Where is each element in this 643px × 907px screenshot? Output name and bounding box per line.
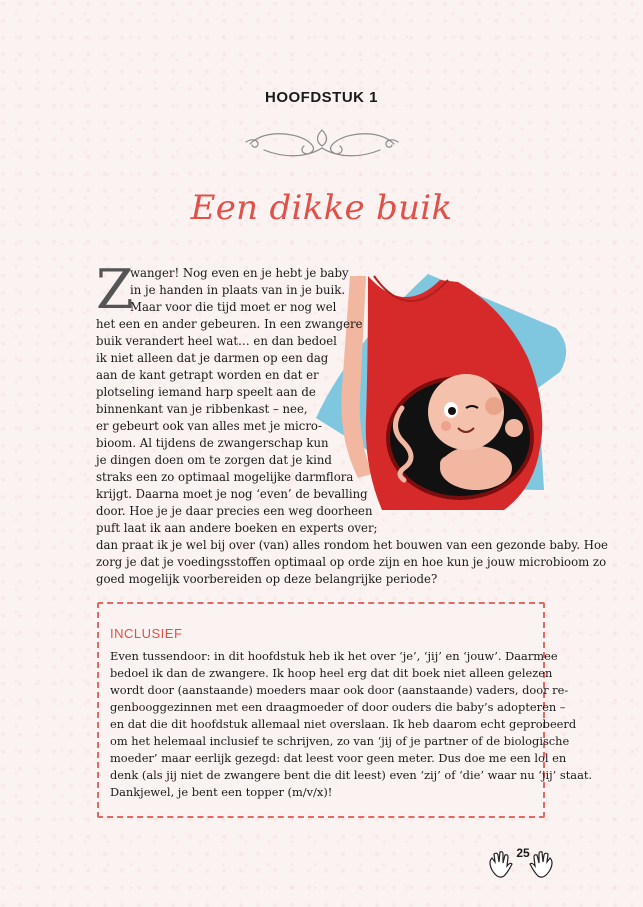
intro-line: het een en ander gebeuren. In een zwangere [96,317,363,331]
intro-line: binnenkant van je ribbenkast – nee, [96,402,308,416]
sidebar-line: en dat die dit hoofdstuk allemaal niet overslaan. Ik heb daarom echt geprobeerd [110,717,577,731]
sidebar-line: wordt door (aanstaande) moeders maar ook door (aanstaande) vaders, door re- [110,683,569,697]
intro-line: je dingen doen om te zorgen dat je kind [96,453,332,467]
sidebar-line: bedoel ik dan de zwangere. Ik hoop heel erg dat dit boek niet alleen gelezen [110,666,553,680]
intro-line: bioom. Al tijdens de zwangerschap kun [96,436,329,450]
intro-line: er gebeurt ook van alles met je micro- [96,419,322,433]
intro-line: in je handen in plaats van in je buik. [130,283,346,297]
sidebar-heading: INCLUSIEF [110,626,183,641]
intro-line: aan de kant getrapt worden en dat er [96,368,319,382]
intro-line: zorg je dat je voedingsstoffen optimaal op orde zijn en hoe kun je jouw microbioom zo [96,555,607,569]
sidebar-line: genbooggezinnen met een draagmoeder of door ouders die baby’s adopteren – [110,700,566,714]
intro-line: wanger! Nog even en je hebt je baby [130,266,349,280]
intro-line: goed mogelijk voorbereiden op deze belangrijke periode? [96,572,438,586]
drop-cap: Z [96,258,134,321]
sidebar-line: Even tussendoor: in dit hoofdstuk heb ik het over ‘je’, ‘jij’ en ‘jouw’. Daarmee [110,649,558,663]
sidebar-line: moeder’ maar eerlijk gezegd: dat leest voor geen meter. Dus doe me een lol en [110,751,567,765]
intro-line: ik niet alleen dat je darmen op een dag [96,351,329,365]
intro-line: puft laat ik aan andere boeken en experts over; [96,521,378,535]
sidebar-line: om het helemaal inclusief te schrijven, zo van ‘jij of je partner of de biologische [110,734,570,748]
intro-line: dan praat ik je wel bij over (van) alles rondom het bouwen van een gezonde baby. Hoe [96,538,608,552]
chapter-label: HOOFDSTUK 1 [264,89,378,106]
intro-line: door. Hoe je je daar precies een weg doorheen [96,504,373,518]
intro-line: buik verandert heel wat… en dan bedoel [96,334,337,348]
intro-line: krijgt. Daarna moet je nog ‘even’ de bevalling [96,487,368,501]
sidebar-line: denk (als jij niet de zwangere bent die dit leest) even ‘zij’ of ‘die’ waar nu ‘jij’ staat. [110,768,593,782]
sidebar-line: Dankjewel, je bent een topper (m/v/x)! [110,785,333,799]
intro-line: Maar voor die tijd moet er nog wel [130,300,337,314]
intro-line: straks een zo optimaal mogelijke darmflora [96,470,354,484]
chapter-title: Een dikke buik [190,188,453,228]
page-number: 25 [516,846,530,860]
flourish-ornament-icon [244,120,400,166]
intro-line: plotseling iemand harp speelt aan de [96,385,316,399]
